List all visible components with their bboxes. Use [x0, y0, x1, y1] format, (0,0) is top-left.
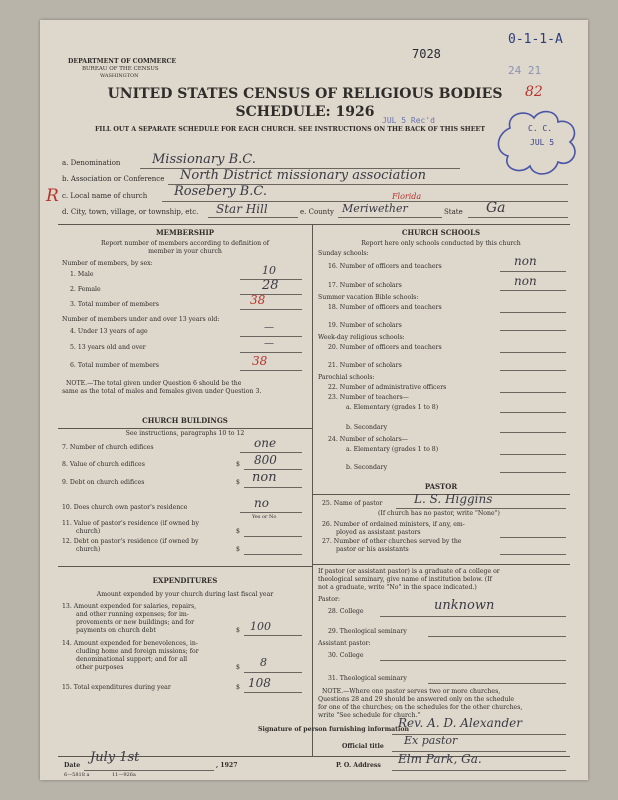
q5-label: 5. 13 years old and over [70, 344, 146, 351]
serial-number: 7028 [412, 47, 441, 61]
q10-line [240, 512, 302, 513]
q3-value: 38 [250, 293, 266, 307]
expenditures-heading: EXPENDITURES [152, 576, 218, 585]
q13-line1: 13. Amount expended for salaries, repairs, [62, 603, 197, 610]
q12-label-b: church) [76, 546, 101, 553]
schools-heading: CHURCH SCHOOLS [401, 228, 481, 237]
q2-label: 2. Female [70, 286, 101, 293]
q5-value: — [264, 338, 274, 349]
membership-note1: NOTE.—The total given under Question 6 should be the [66, 380, 242, 387]
q3-label: 3. Total number of members [70, 301, 159, 308]
q22-line [500, 392, 566, 393]
members-by-age: Number of members under and over 13 years old: [62, 316, 220, 323]
q24a-label: a. Elementary (grades 1 to 8) [346, 446, 439, 453]
q9-value: non [252, 470, 277, 485]
q13-value: 100 [250, 620, 271, 633]
q20-label: 20. Number of officers and teachers [328, 344, 442, 351]
schools-sub: Report here only schools conducted by this church [361, 240, 521, 247]
red-number: 82 [525, 84, 543, 100]
state-line [468, 217, 568, 218]
q13-dollar: $ [236, 627, 240, 634]
q4-value: — [264, 322, 274, 333]
census-form [40, 20, 588, 780]
q24-label: 24. Number of scholars— [328, 436, 408, 443]
q26-label-b: ployed as assistant pastors [336, 529, 421, 536]
q25-value: L. S. Higgins [414, 492, 493, 506]
q9-dollar: $ [236, 479, 240, 486]
membership-sub2: member in your church [148, 248, 222, 255]
grid-left-mid2 [58, 566, 312, 567]
membership-sub1: Report number of members according to definition of [100, 240, 270, 247]
q28-line [380, 616, 566, 617]
q11-label-b: church) [76, 528, 101, 535]
q30-label: 30. College [328, 652, 364, 659]
q12-line [244, 554, 302, 555]
q3-line [240, 309, 302, 310]
po-address-line [392, 770, 566, 771]
q14-line3: denominational support; and for all [76, 656, 188, 663]
q25-note: (If church has no pastor, write "None") [378, 510, 500, 517]
q23a-label: a. Elementary (grades 1 to 8) [346, 404, 439, 411]
city-town-label: d. City, town, village, or township, etc. [62, 208, 199, 216]
q27-label-a: 27. Number of other churches served by the [322, 538, 462, 545]
q9-label: 9. Debt on church edifices [62, 479, 145, 486]
q17-value: non [514, 274, 537, 288]
q13-answer-line [244, 635, 302, 636]
date-stamp: JUL 5 Rec'd [382, 116, 435, 125]
parochial-schools-label: Parochial schools: [318, 374, 375, 381]
q31-line [428, 683, 566, 684]
q6-label: 6. Total number of members [70, 362, 159, 369]
q13-line2: and other running expenses; for im- [76, 611, 189, 618]
membership-heading: MEMBERSHIP [155, 228, 215, 237]
sunday-schools-label: Sunday schools: [318, 250, 369, 257]
pastor-heading: PASTOR [424, 482, 458, 491]
grad-note-1: If pastor (or assistant pastor) is a graduate of a college or [318, 568, 500, 575]
date-value: July 1st [90, 750, 140, 765]
cloud-stamp-text-1: C. C. [528, 124, 553, 133]
q14-answer-line [244, 672, 302, 673]
q16-label: 16. Number of officers and teachers [328, 263, 442, 270]
date-line [84, 770, 214, 771]
city-label: WASHINGTON [100, 73, 139, 79]
signature-label: Signature of person furnishing information [258, 726, 409, 733]
grad-note-2: theological seminary, give name of institution below. (If [318, 576, 492, 583]
q8-dollar: $ [236, 461, 240, 468]
department-label: DEPARTMENT OF COMMERCE [68, 58, 177, 65]
buildings-sub: See instructions, paragraphs 10 to 12 [125, 430, 245, 437]
q13-line4: payments on church debt [76, 627, 156, 634]
pastor-sub-label: Pastor: [318, 596, 341, 603]
denomination-value: Missionary B.C. [152, 152, 256, 167]
q1-value: 10 [262, 264, 276, 277]
q26-line [500, 537, 566, 538]
po-address-value: Elm Park, Ga. [398, 752, 482, 766]
q14-value: 8 [260, 656, 267, 669]
q7-label: 7. Number of church edifices [62, 444, 154, 451]
stamp-numbers: 24 21 [508, 64, 542, 77]
state-label: State [444, 208, 463, 216]
q26-label-a: 26. Number of ordained ministers, if any, em- [322, 521, 465, 528]
q29-line [428, 636, 566, 637]
q5-line [240, 352, 302, 353]
pastor-note-4: write "See schedule for church." [318, 712, 421, 719]
q15-label: 15. Total expenditures during year [62, 684, 171, 691]
q29-label: 29. Theological seminary [328, 628, 407, 635]
local-name-value: Rosebery B.C. [174, 184, 267, 199]
q10-label: 10. Does church own pastor's residence [62, 504, 188, 511]
city-town-value: Star Hill [216, 202, 268, 216]
instruction-line: FILL OUT A SEPARATE SCHEDULE FOR EACH CHURCH. SEE INSTRUCTIONS ON THE BACK OF THIS SHEET [94, 126, 486, 133]
q23b-line [500, 432, 566, 433]
form-code: 0-1-1-A [508, 32, 563, 47]
grid-right-mid2 [312, 564, 570, 565]
q17-line [500, 290, 566, 291]
q6-line [240, 370, 302, 371]
q14-line1: 14. Amount expended for benevolences, in- [62, 640, 198, 647]
q21-label: 21. Number of scholars [328, 362, 402, 369]
q7-value: one [254, 436, 277, 450]
bureau-label: BUREAU OF THE CENSUS [82, 66, 159, 72]
q19-label: 19. Number of scholars [328, 322, 402, 329]
q12-label-a: 12. Debt on pastor's residence (if owned by [62, 538, 199, 545]
signature-value: Rev. A. D. Alexander [398, 716, 523, 730]
q1-label: 1. Male [70, 271, 94, 278]
expenditures-sub: Amount expended by your church during last fiscal year [96, 591, 274, 598]
date-year: , 1927 [216, 762, 238, 769]
yes-no-hint: Yes or No [252, 514, 277, 520]
q23-label: 23. Number of teachers— [328, 394, 409, 401]
q31-label: 31. Theological seminary [328, 675, 407, 682]
q16-value: non [514, 254, 537, 268]
q18-label: 18. Number of officers and teachers [328, 304, 442, 311]
q24a-line [500, 454, 566, 455]
state-value: Ga [486, 200, 506, 216]
pastor-note-1: NOTE.—Where one pastor serves two or more churches, [322, 688, 501, 695]
q28-value: unknown [434, 598, 495, 613]
denomination-label: a. Denomination [62, 159, 121, 167]
q19-line [500, 330, 566, 331]
margin-mark: R [46, 186, 59, 206]
members-by-sex: Number of members, by sex: [62, 260, 153, 267]
q15-dollar: $ [236, 684, 240, 691]
q23a-line [500, 412, 566, 413]
assistant-pastor-label: Assistant pastor: [318, 640, 371, 647]
q8-label: 8. Value of church edifices [62, 461, 145, 468]
buildings-heading: CHURCH BUILDINGS [142, 416, 228, 425]
q14-line4: other purposes [76, 664, 124, 671]
q25-label: 25. Name of pastor [322, 500, 383, 507]
q30-line [380, 660, 566, 661]
pastor-note-3: for one of the churches; on the schedules for the other churches, [318, 704, 523, 711]
q14-dollar: $ [236, 664, 240, 671]
q12-dollar: $ [236, 546, 240, 553]
q27-label-b: pastor or his assistants [336, 546, 409, 553]
q6-value: 38 [252, 354, 268, 368]
q24b-line [500, 472, 566, 473]
county-note: Florida [392, 192, 422, 201]
q21-line [500, 370, 566, 371]
print-number: 11—926a [112, 772, 136, 778]
q10-value: no [254, 496, 269, 510]
q28-label: 28. College [328, 608, 364, 615]
county-value: Meriwether [342, 202, 408, 215]
pastor-note-2: Questions 28 and 29 should be answered only on the schedule [318, 696, 515, 703]
q13-line3: provements or new buildings; and for [76, 619, 195, 626]
grid-left-mid1 [58, 428, 312, 429]
q15-answer-line [244, 692, 302, 693]
form-title: UNITED STATES CENSUS OF RELIGIOUS BODIES [107, 86, 503, 102]
q14-line2: cluding home and foreign missions; for [76, 648, 199, 655]
association-label: b. Association or Conference [62, 175, 165, 183]
q4-line [240, 336, 302, 337]
grad-note-3: not a graduate, write "No" in the space indicated.) [318, 584, 477, 591]
q15-value: 108 [248, 676, 271, 690]
county-line [338, 217, 442, 218]
q16-line [500, 271, 566, 272]
q11-label-a: 11. Value of pastor's residence (if owned by [62, 520, 199, 527]
q20-line [500, 352, 566, 353]
form-number: 6—5818 a [64, 772, 90, 778]
official-title-label: Official title [342, 743, 384, 750]
summer-schools-label: Summer vacation Bible schools: [318, 294, 419, 301]
local-name-label: c. Local name of church [62, 192, 148, 200]
q9-line [244, 487, 302, 488]
q17-label: 17. Number of scholars [328, 282, 402, 289]
grid-top [58, 224, 570, 225]
q11-line [244, 536, 302, 537]
q24b-label: b. Secondary [346, 464, 388, 471]
q25-line [396, 508, 566, 509]
date-label: Date [64, 762, 81, 769]
q22-label: 22. Number of administrative officers [328, 384, 447, 391]
association-value: North District missionary association [180, 168, 426, 183]
official-title-value: Ex pastor [404, 734, 458, 747]
city-town-line [208, 217, 298, 218]
q11-dollar: $ [236, 528, 240, 535]
q27-line [500, 554, 566, 555]
q4-label: 4. Under 13 years of age [70, 328, 148, 335]
membership-note2: same as the total of males and females given under Question 3. [62, 388, 262, 395]
cloud-stamp-text-2: JUL 5 [530, 138, 555, 147]
po-address-label: P. O. Address [336, 762, 381, 769]
weekday-schools-label: Week-day religious schools: [318, 334, 405, 341]
q2-value: 28 [262, 278, 279, 293]
q18-line [500, 312, 566, 313]
county-label: e. County [300, 208, 334, 216]
schedule-title: SCHEDULE: 1926 [235, 104, 375, 120]
q8-value: 800 [254, 453, 277, 467]
q23b-label: b. Secondary [346, 424, 388, 431]
